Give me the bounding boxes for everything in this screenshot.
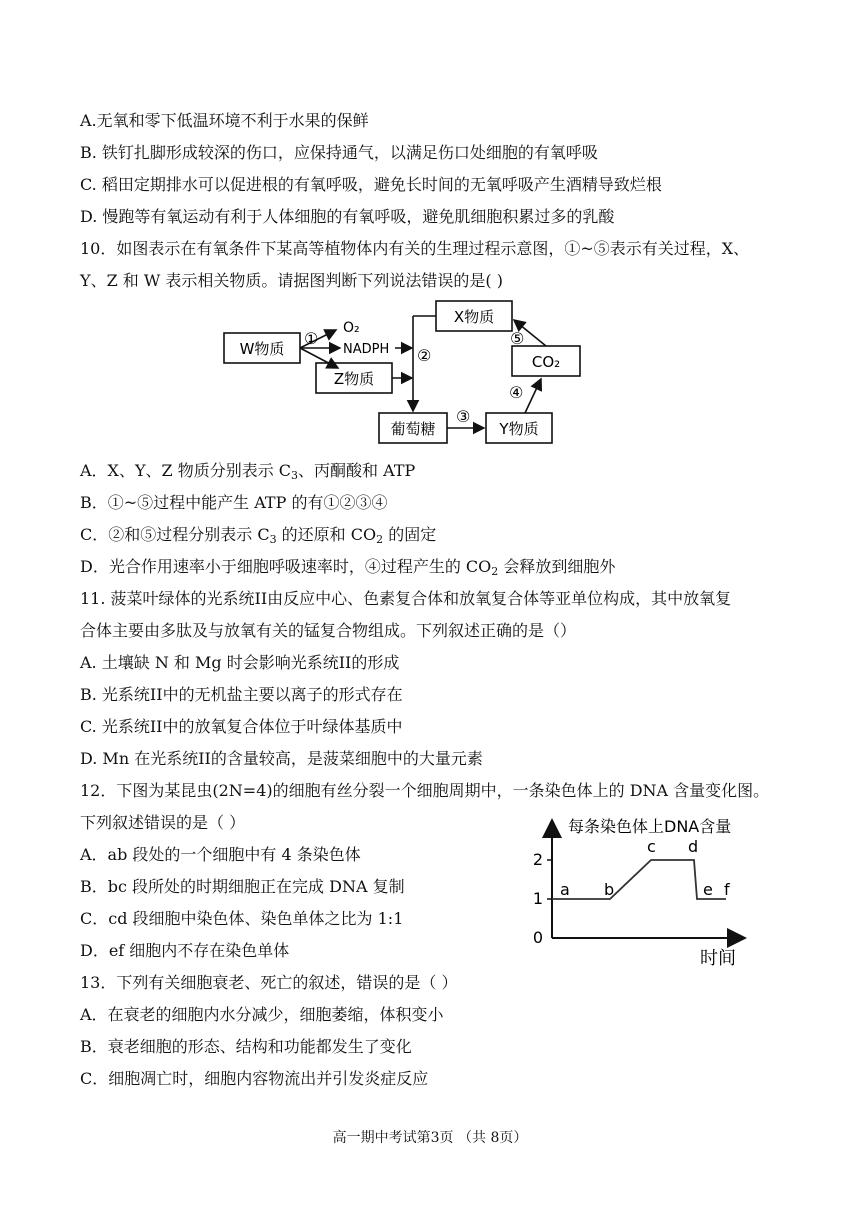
dna-content-line	[552, 860, 726, 899]
q13-option-a: A．在衰老的细胞内水分减少，细胞萎缩，体积变小	[80, 1005, 444, 1024]
q13-option-c: C．细胞凋亡时，细胞内容物流出并引发炎症反应	[80, 1069, 429, 1088]
page-footer: 高一期中考试第3页 （共 8页）	[332, 1130, 528, 1146]
q9-option-d: D. 慢跑等有氧运动有利于人体细胞的有氧呼吸，避免肌细胞积累过多的乳酸	[80, 207, 615, 226]
point-label-f: f	[724, 880, 730, 899]
q9-option-c: C. 稻田定期排水可以促进根的有氧呼吸，避免长时间的无氧呼吸产生酒精导致烂根	[80, 175, 662, 194]
x-axis-label: 时间	[700, 948, 736, 969]
q9-option-a: A.无氧和零下低温环境不利于水果的保鲜	[80, 111, 369, 130]
q11-option-b: B. 光系统II中的无机盐主要以离子的形式存在	[80, 685, 403, 704]
q12-stem-line2: 下列叙述错误的是（ ）	[80, 813, 246, 832]
point-label-e: e	[703, 880, 713, 899]
q9-option-b: B. 铁钉扎脚形成较深的伤口，应保持通气，以满足伤口处细胞的有氧呼吸	[80, 143, 598, 162]
q12-option-b: B．bc 段所处的时期细胞正在完成 DNA 复制	[80, 877, 405, 896]
point-label-c: c	[647, 837, 656, 856]
q12-option-d: D．ef 细胞内不存在染色单体	[80, 941, 290, 960]
q12-option-a: A．ab 段处的一个细胞中有 4 条染色体	[80, 845, 361, 864]
q13-option-b: B．衰老细胞的形态、结构和功能都发生了变化	[80, 1037, 412, 1056]
q10-option-d: D．光合作用速率小于细胞呼吸速率时，④过程产生的 $CO_2$ 会释放到细胞外	[80, 557, 616, 578]
q11-option-a: A. 土壤缺 N 和 Mg 时会影响光系统II的形成	[80, 653, 400, 672]
glucose-label: 葡萄糖	[390, 420, 436, 438]
q10-option-a: A．X、Y、Z 物质分别表示 $C_3$、丙酮酸和 ATP	[80, 461, 416, 482]
co2-label: CO₂	[531, 353, 561, 371]
q12-stem-line1: 12．下图为某昆虫(2N=4)的细胞有丝分裂一个细胞周期中，一条染色体上的 DNA 含量变化图。	[80, 781, 770, 800]
dna-content-chart	[520, 810, 760, 975]
process-1-label: ①	[304, 329, 319, 348]
y-tick-label-1: 1	[532, 889, 544, 908]
point-label-a: a	[560, 880, 570, 899]
point-label-d: d	[688, 837, 699, 856]
y-substance-label: Y物质	[499, 420, 539, 438]
y-tick-label-2: 2	[532, 850, 544, 869]
process-3-label: ③	[456, 407, 471, 426]
w-substance-label: W物质	[239, 340, 285, 358]
q10-stem-line1: 10．如图表示在有氧条件下某高等植物体内有关的生理过程示意图，①~⑤表示有关过程，X、	[80, 239, 750, 258]
q11-stem-line2: 合体主要由多肽及与放氧有关的锰复合物组成。下列叙述正确的是（）	[80, 621, 577, 640]
o2-label: O₂	[343, 320, 360, 336]
process-2-label: ②	[417, 346, 432, 365]
q12-option-c: C．cd 段细胞中染色体、染色单体之比为 1:1	[80, 909, 404, 928]
q10-process-diagram	[0, 0, 860, 460]
q10-stem-line2: Y、Z 和 W 表示相关物质。请据图判断下列说法错误的是( )	[80, 271, 503, 290]
q11-stem-line1: 11. 菠菜叶绿体的光系统II由反应中心、色素复合体和放氧复合体等亚单位构成，其中放氧复	[80, 589, 732, 608]
q10-option-c: C．②和⑤过程分别表示 $C_3$ 的还原和 $CO_2$ 的固定	[80, 525, 437, 546]
point-label-b: b	[604, 880, 615, 899]
z-substance-label: Z物质	[333, 370, 375, 388]
q10-option-b: B．①~⑤过程中能产生 ATP 的有①②③④	[80, 493, 388, 512]
y-tick-label-0: 0	[532, 928, 544, 947]
q11-option-d: D. Mn 在光系统II的含量较高，是菠菜细胞中的大量元素	[80, 749, 483, 768]
process-4-label: ④	[509, 383, 524, 402]
q13-stem: 13．下列有关细胞衰老、死亡的叙述，错误的是（ ）	[80, 973, 458, 992]
process-5-label: ⑤	[510, 329, 525, 348]
y-axis-label: 每条染色体上DNA含量	[568, 817, 732, 836]
nadph-label: NADPH	[343, 342, 390, 357]
x-substance-label: X物质	[453, 308, 495, 326]
q11-option-c: C. 光系统II中的放氧复合体位于叶绿体基质中	[80, 717, 403, 736]
